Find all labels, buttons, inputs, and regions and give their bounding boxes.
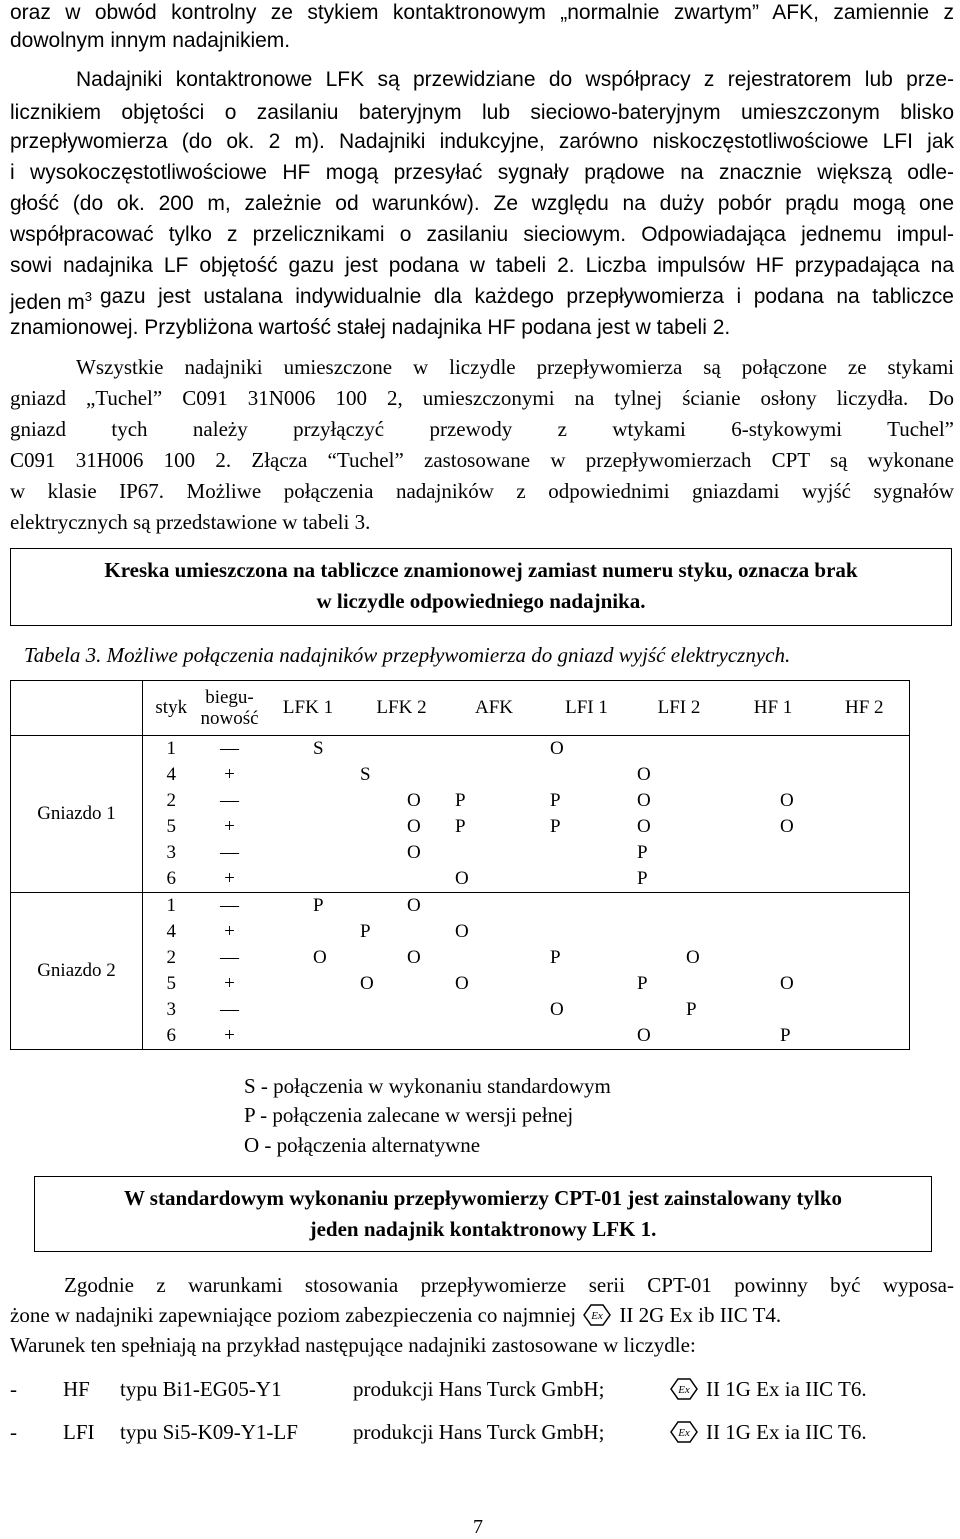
table-caption: Tabela 3. Możliwe połączenia nadajników przepływomierza do gniazd wyjść elektrycznych. (24, 643, 791, 667)
header-polarity-1: biegu- (205, 686, 254, 708)
connection-marker: P (455, 790, 466, 811)
table-row (11, 997, 910, 1023)
connection-cell (727, 736, 820, 763)
connection-cell (260, 945, 357, 971)
connection-marker: O (780, 973, 794, 994)
connection-marker: O (455, 921, 469, 942)
header-col-1: LFK 1 (260, 681, 357, 736)
pin-number: 2 (166, 947, 176, 968)
connection-cell (820, 1023, 910, 1050)
connection-cell (447, 840, 542, 866)
connection-marker: O (686, 947, 700, 968)
bullet-lfi-dash: - (10, 1420, 17, 1444)
connection-marker: O (637, 1025, 651, 1046)
header-polarity (200, 681, 260, 736)
connection-marker: O (455, 973, 469, 994)
connection-marker: P (455, 816, 466, 837)
connection-cell (357, 866, 447, 893)
header-col-3: AFK (447, 681, 542, 736)
connection-marker: O (780, 816, 794, 837)
connection-cell (727, 997, 820, 1023)
para3-line1: Wszystkie nadajniki umieszczone w liczydle przepływomierza są połączone ze stykami (76, 355, 954, 379)
para2-line1: Nadajniki kontaktronowe LFK są przewidziane do współpracy z rejestratorem lub prze- (76, 68, 954, 91)
connection-marker: P (637, 868, 648, 889)
connection-marker: O (550, 999, 564, 1020)
connection-cell (542, 866, 632, 893)
unit-superscript: 3 (84, 289, 92, 304)
connection-cell (820, 997, 910, 1023)
connection-cell (632, 919, 727, 945)
pin-number: 5 (166, 973, 176, 994)
header-col-7: HF 2 (820, 681, 910, 736)
para3-line5: w klasie IP67. Możliwe połączenia nadajników z odpowiednimi gniazdami wyjść sygnałów (10, 479, 954, 503)
connection-cell (357, 997, 447, 1023)
bullet-hf-model: typu Bi1-EG05-Y1 (120, 1377, 282, 1401)
pin-number: 5 (166, 816, 176, 837)
para2-line5: głość (do ok. 200 m, zależnie od warunków). Ze względu na duży pobór prądu mogą one (10, 192, 954, 215)
ex-atex-icon (668, 1421, 700, 1443)
connection-cell (542, 1023, 632, 1050)
connection-marker: O (637, 790, 651, 811)
pin-polarity: — (200, 736, 260, 763)
pin-polarity: + (224, 816, 235, 837)
connection-marker: O (637, 816, 651, 837)
para4-line1: Zgodnie z warunkami stosowania przepływomierze serii CPT-01 powinny być wyposa- (64, 1273, 954, 1297)
pin-polarity: — (220, 895, 239, 916)
table-row (11, 945, 910, 971)
pin-polarity: + (224, 764, 235, 785)
connection-marker: P (550, 947, 561, 968)
bullet-lfi-model: typu Si5-K09-Y1-LF (120, 1420, 298, 1444)
connection-cell (357, 945, 447, 971)
connection-cell (820, 866, 910, 893)
legend-s: S - połączenia w wykonaniu standardowym (244, 1074, 611, 1098)
note2-line2: jeden nadajnik kontaktronowy LFK 1. (309, 1217, 657, 1241)
connection-marker: O (407, 842, 421, 863)
connection-cell (542, 840, 632, 866)
page-number: 7 (473, 1516, 483, 1538)
pin-polarity: — (220, 790, 239, 811)
pin-number: 4 (166, 921, 176, 942)
connection-marker: P (780, 1025, 791, 1046)
connection-cell (357, 893, 447, 920)
connection-cell (727, 866, 820, 893)
connection-cell (820, 736, 910, 763)
svg-text:Ex: Ex (591, 1310, 604, 1322)
pin-number: 4 (166, 764, 176, 785)
para1-line1: oraz w obwód kontrolny ze stykiem kontaktronowym „normalnie zwartym” AFK, zamiennie z (10, 1, 954, 24)
connection-cell (260, 866, 357, 893)
bullet-lfi-rating-text: II 1G Ex ia IIC T6. (706, 1420, 867, 1444)
connection-cell (357, 736, 447, 763)
connection-cell (727, 762, 820, 788)
unit-m: jeden m (10, 291, 85, 314)
connection-cell (260, 997, 357, 1023)
connection-marker: P (550, 816, 561, 837)
connection-marker: O (637, 764, 651, 785)
connection-cell (820, 788, 910, 814)
para2-line8: gazu jest ustalana indywidualnie dla każdego przepływomierza i podana na tabliczce (100, 285, 954, 308)
connection-cell (542, 762, 632, 788)
connection-cell (447, 945, 542, 971)
connection-marker: P (637, 973, 648, 994)
bullet-lfi-maker: produkcji Hans Turck GmbH; (353, 1420, 605, 1444)
para2-line2: licznikiem objętości o zasilaniu bateryjnym lub sieciowo-bateryjnym umieszczonym blisko (10, 101, 954, 124)
table-row (11, 840, 910, 866)
connection-cell (727, 919, 820, 945)
connection-cell (447, 736, 542, 763)
bullet-hf-type: HF (63, 1377, 90, 1401)
bullet-lfi-rating (668, 1419, 867, 1445)
para2-line3: przepływomierza (do ok. 2 m). Nadajniki indukcyjne, zarówno niskoczęstotliwościowe LFI jak (10, 130, 954, 153)
header-styk: styk (143, 681, 200, 736)
connection-marker: P (550, 790, 561, 811)
table-row (11, 736, 910, 763)
table-row (11, 1023, 910, 1050)
connection-cell (727, 893, 820, 920)
bullet-hf-maker: produkcji Hans Turck GmbH; (353, 1377, 605, 1401)
connection-marker: P (637, 842, 648, 863)
connection-marker: S (313, 737, 324, 759)
connection-cell (357, 814, 447, 840)
connection-cell (632, 997, 727, 1023)
para4-line2 (10, 1302, 781, 1328)
connection-cell (357, 788, 447, 814)
bullet-lfi-type: LFI (63, 1420, 95, 1444)
socket-name: Gniazdo 2 (11, 893, 143, 1050)
pin-polarity: — (220, 999, 239, 1020)
connection-cell (447, 762, 542, 788)
bullet-hf-rating (668, 1376, 867, 1402)
para3-line2: gniazd „Tuchel” C091 31N006 100 2, umieszczonymi na tylnej ścianie osłony liczydła. Do (10, 386, 954, 410)
pin-number: 2 (166, 790, 176, 811)
connection-cell (727, 814, 820, 840)
note1-line1: Kreska umieszczona na tabliczce znamionowej zamiast numeru styku, oznacza brak (104, 558, 858, 582)
pin-polarity: + (224, 973, 235, 994)
connection-cell (727, 971, 820, 997)
connection-cell (632, 893, 727, 920)
pin-number: 1 (166, 895, 176, 916)
para2-line8-prefix (10, 284, 92, 316)
connection-cell (260, 814, 357, 840)
note-box-standard-config (34, 1176, 932, 1252)
connection-cell (820, 945, 910, 971)
bullet-hf-dash: - (10, 1377, 17, 1401)
connection-cell (357, 1023, 447, 1050)
connection-marker: O (407, 894, 421, 916)
connection-cell (820, 840, 910, 866)
para3-line6: elektrycznych są przedstawione w tabeli 3. (10, 510, 371, 534)
header-col-6: HF 1 (727, 681, 820, 736)
header-col-2: LFK 2 (357, 681, 447, 736)
connection-marker: O (407, 790, 421, 811)
para4-line3: Warunek ten spełniają na przykład następujące nadajniki zastosowane w liczydle: (10, 1333, 696, 1357)
connection-cell (727, 788, 820, 814)
connection-marker: O (550, 737, 564, 759)
header-col-4: LFI 1 (542, 681, 632, 736)
connection-marker: P (313, 894, 324, 916)
pin-polarity: + (200, 1023, 260, 1050)
note1-line2: w liczydle odpowiedniego nadajnika. (316, 589, 646, 613)
connection-cell (447, 997, 542, 1023)
connection-cell (632, 945, 727, 971)
connection-cell (260, 1023, 357, 1050)
connection-cell (260, 736, 357, 763)
connection-cell (820, 814, 910, 840)
para3-line3: gniazd tych należy przyłączyć przewody z wtykami 6-stykowymi Tuchel” (10, 417, 954, 441)
para2-line6: współpracować tylko z przelicznikami o zasilaniu sieciowym. Odpowiadająca jednemu impul- (10, 223, 954, 246)
connection-marker: O (780, 790, 794, 811)
connection-cell (727, 840, 820, 866)
svg-text:Ex: Ex (678, 1384, 690, 1396)
connection-marker: O (407, 947, 421, 968)
connection-cell (542, 919, 632, 945)
para2-line7: sowi nadajnika LF objętość gazu jest podana w tabeli 2. Liczba impulsów HF przypadająca na (10, 254, 954, 277)
para2-line4: i wysokoczęstotliwościowe HF mogą przesyłać sygnały prądowe na znacznie większą odle- (10, 161, 954, 184)
socket-name: Gniazdo 1 (11, 736, 143, 893)
para4-line2-text: żone w nadajniki zapewniające poziom zabezpieczenia co najmniej (10, 1303, 577, 1327)
connection-cell (260, 971, 357, 997)
ex-atex-icon (668, 1378, 700, 1400)
legend-o: O - połączenia alternatywne (244, 1133, 481, 1157)
svg-text:Ex: Ex (678, 1427, 690, 1439)
pin-number: 3 (166, 999, 176, 1020)
pin-polarity: — (220, 842, 239, 863)
note-box-missing-transmitter (10, 548, 952, 626)
bullet-hf-rating-text: II 1G Ex ia IIC T6. (706, 1377, 867, 1401)
connection-marker: P (360, 921, 371, 942)
table-corner-cell (11, 681, 143, 736)
connection-cell (260, 788, 357, 814)
connection-cell (260, 762, 357, 788)
connection-marker: S (360, 764, 371, 785)
connection-cell (542, 893, 632, 920)
header-col-5: LFI 2 (632, 681, 727, 736)
connection-marker: O (360, 973, 374, 994)
para3-line4: C091 31H006 100 2. Złącza “Tuchel” zastosowane w przepływomierzach CPT są wykonane (10, 448, 954, 472)
table-row (11, 893, 910, 920)
connection-cell (260, 840, 357, 866)
legend-p: P - połączenia zalecane w wersji pełnej (244, 1103, 574, 1127)
connection-cell (447, 893, 542, 920)
connection-cell (632, 736, 727, 763)
connection-marker: P (686, 999, 697, 1020)
pin-number: 1 (143, 736, 200, 763)
pin-polarity: + (200, 866, 260, 893)
ex-atex-icon (581, 1304, 613, 1326)
pin-number: 3 (166, 842, 176, 863)
header-polarity-2: nowość (200, 707, 259, 729)
pin-polarity: — (220, 947, 239, 968)
connection-cell (447, 1023, 542, 1050)
para4-rating: II 2G Ex ib IIC T4. (619, 1303, 782, 1327)
connection-marker: O (313, 947, 327, 968)
note2-line1: W standardowym wykonaniu przepływomierzy CPT-01 jest zainstalowany tylko (123, 1186, 843, 1210)
pin-polarity: + (224, 921, 235, 942)
pin-number: 6 (143, 1023, 200, 1050)
table-row (11, 762, 910, 788)
connection-marker: O (455, 868, 469, 889)
connection-cell (820, 762, 910, 788)
para2-line9: znamionowej. Przybliżona wartość stałej nadajnika HF podana jest w tabeli 2. (10, 316, 731, 339)
para1-line2: dowolnym innym nadajnikiem. (10, 29, 291, 52)
connection-cell (542, 971, 632, 997)
connection-cell (820, 971, 910, 997)
pin-number: 6 (143, 866, 200, 893)
connection-cell (820, 893, 910, 920)
connection-cell (727, 1023, 820, 1050)
connection-cell (820, 919, 910, 945)
connection-cell (260, 919, 357, 945)
connection-cell (260, 893, 357, 920)
connection-cell (727, 945, 820, 971)
connection-marker: O (407, 816, 421, 837)
connection-cell (357, 840, 447, 866)
